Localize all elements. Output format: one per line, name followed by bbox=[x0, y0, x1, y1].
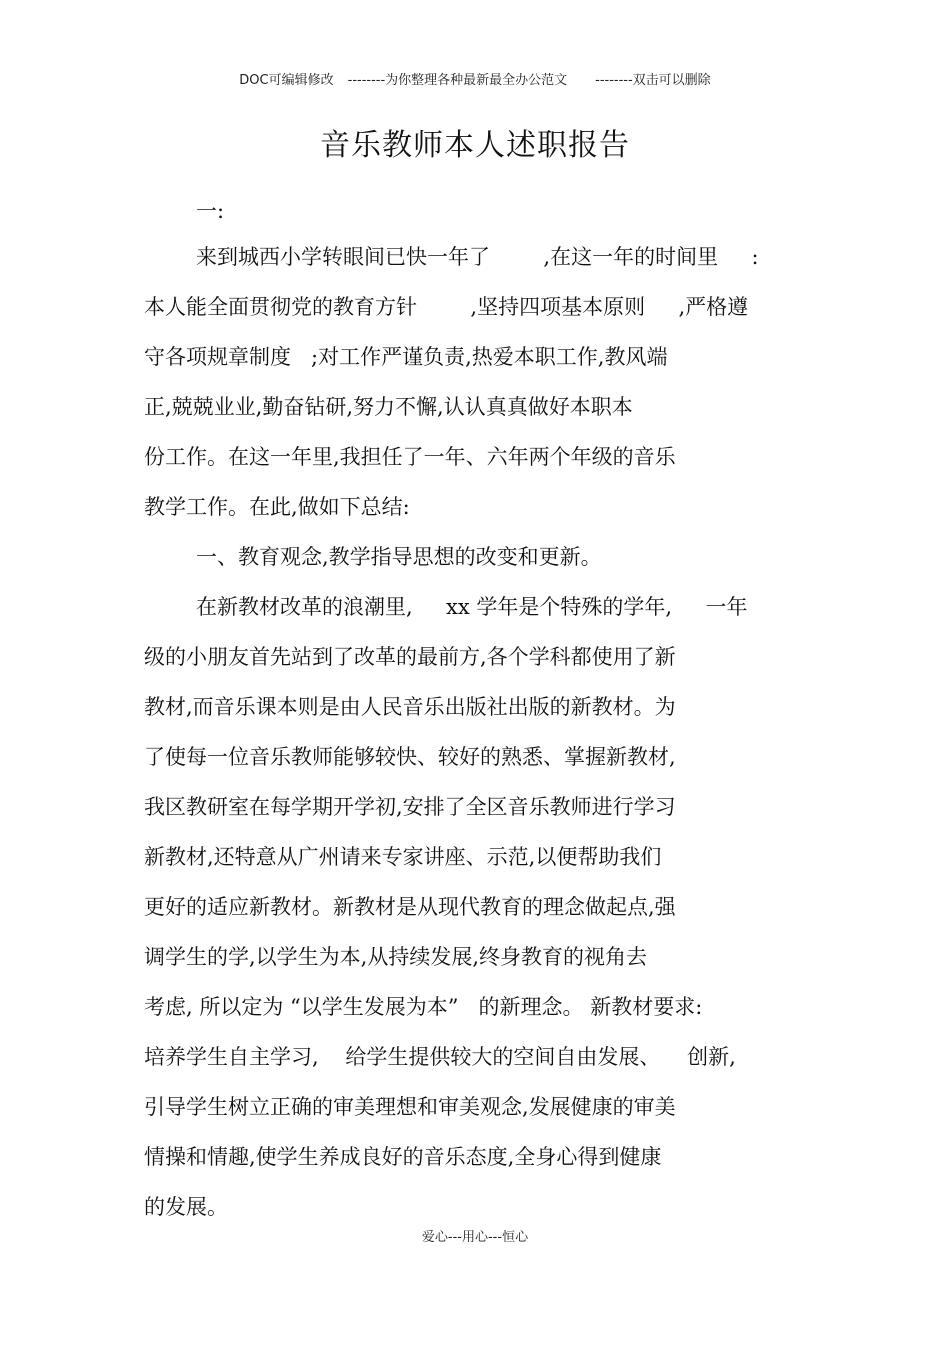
paragraph-line: 我区教研室在每学期开学初,安排了全区音乐教师进行学习 bbox=[144, 795, 676, 819]
paragraph-line: 调学生的学,以学生为本,从持续发展,终身教育的视角去 bbox=[144, 945, 648, 969]
paragraph-line: 正,兢兢业业,勤奋钻研,努力不懈,认认真真做好本职本 bbox=[144, 395, 633, 419]
paragraph-line: 级的小朋友首先站到了改革的最前方,各个学科都使用了新 bbox=[144, 645, 676, 669]
paragraph-line: 教材,而音乐课本则是由人民音乐出版社出版的新教材。为 bbox=[144, 695, 676, 719]
section-number: 一: bbox=[196, 199, 225, 223]
header-collection-note: --------为你整理各种最新最全办公范文 bbox=[347, 73, 568, 88]
paragraph-line: 在新教材改革的浪潮里, xx 学年是个特殊的学年, 一年 bbox=[196, 595, 748, 619]
paragraph-line: 新教材,还特意从广州请来专家讲座、示范,以便帮助我们 bbox=[144, 845, 662, 869]
page-header bbox=[0, 71, 950, 91]
paragraph-line: 了使每一位音乐教师能够较快、较好的熟悉、掌握新教材, bbox=[144, 745, 676, 769]
paragraph-line: 来到城西小学转眼间已快一年了 ,在这一年的时间里 : bbox=[196, 245, 759, 269]
header-doc-label: DOC可编辑修改 bbox=[239, 73, 334, 88]
paragraph-line: 本人能全面贯彻党的教育方针 ,坚持四项基本原则 ,严格遵 bbox=[144, 295, 749, 319]
paragraph-line: 的发展。 bbox=[144, 1195, 228, 1219]
document-title: 音乐教师本人述职报告 bbox=[320, 128, 630, 163]
page-footer: 爱心---用心---恒心 bbox=[421, 1230, 529, 1245]
paragraph-line: 守各项规章制度 ;对工作严谨负责,热爱本职工作,教风端 bbox=[144, 345, 668, 369]
paragraph-line: 考虑, 所以定为 “以学生发展为本” 的新理念。 新教材要求: bbox=[144, 995, 703, 1019]
header-delete-note: --------双击可以删除 bbox=[595, 73, 711, 88]
paragraph-line: 培养学生自主学习, 给学生提供较大的空间自由发展、 创新, bbox=[144, 1045, 736, 1069]
paragraph-line: 引导学生树立正确的审美理想和审美观念,发展健康的审美 bbox=[144, 1095, 676, 1119]
paragraph-line: 情操和情趣,使学生养成良好的音乐态度,全身心得到健康 bbox=[144, 1145, 662, 1169]
paragraph-line: 份工作。在这一年里,我担任了一年、六年两个年级的音乐 bbox=[144, 445, 676, 469]
section-heading: 一、教育观念,教学指导思想的改变和更新。 bbox=[196, 545, 602, 569]
paragraph-line: 教学工作。在此,做如下总结: bbox=[144, 495, 410, 519]
paragraph-line: 更好的适应新教材。新教材是从现代教育的理念做起点,强 bbox=[144, 895, 676, 919]
